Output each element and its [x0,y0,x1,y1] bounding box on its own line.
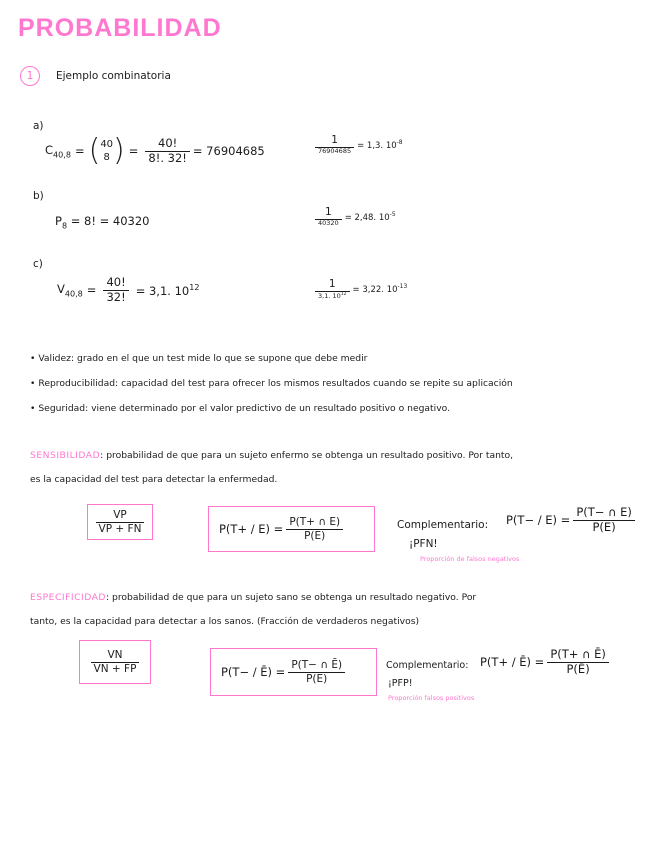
example-a-inverse-fraction: $\frac{1}{76904685}$ [315,134,354,155]
example-a-inverse [312,134,403,155]
example-a-lhs: $C_{40,8}$ [45,142,71,160]
example-c-inverse-fraction: $\frac{1}{3,1. 10^{12}}$ [315,278,350,301]
example-a-inverse-result: = 1,3. $10^{-8}$ [357,138,403,151]
sensibilidad-term: SENSIBILIDAD [30,450,101,461]
example-c-label: c) [33,258,43,270]
sensibilidad-complement-sub: ¡PFN! [409,538,438,550]
especificidad-definition-line1: ESPECIFICIDAD: probabilidad de que para un sujeto sano se obtenga un resultado negativo. Por [30,592,477,603]
especificidad-prob-box [210,648,377,696]
especificidad-complement-fraction: $\frac{P(T+ \cap Ē)}{P(Ē)}$ [547,648,609,677]
bullet-seguridad: • Seguridad: viene determinado por el valor predictivo de un resultado positivo o negativo. [30,403,451,414]
example-a-label: a) [33,120,44,132]
bullet-reproducibilidad: • Reproducibilidad: capacidad del test para ofrecer los mismos resultados cuando se repite su aplicación [30,378,513,389]
example-b-formula: $P_8 = 8$! = 40320 [55,214,150,231]
sensibilidad-prob-lhs: P(T+ / E) = [219,522,284,536]
sensibilidad-definition-line2: es la capacidad del test para detectar la enfermedad. [30,474,278,485]
example-c-result: = 3,1. $10^{12}$ [135,282,200,298]
example-b-label: b) [33,190,44,202]
example-b-inverse-fraction: $\frac{1}{40320}$ [315,206,342,227]
especificidad-prob-fraction: $\frac{P(T- \cap Ē)}{P(Ē)}$ [288,659,345,685]
especificidad-note: Proporción falsos positivos [388,694,475,702]
especificidad-complement-label: Complementario: [386,660,469,671]
example-a-result: = 76904685 [192,144,265,158]
example-c-lhs: $V_{40,8}$ [57,282,83,299]
example-a-eq2: = [128,144,139,158]
example-a-fraction: $\frac{40!}{8!. 32!}$ [145,137,189,166]
example-c-fraction: $\frac{40!}{32!}$ [103,276,128,305]
especificidad-definition-line2: tanto, es la capacidad para detectar a los sanos. (Fracción de verdaderos negativos) [30,616,420,627]
sensibilidad-complement-formula: P(T− / E) = $\frac{P(T- \cap E)}{P(E)}$ [506,506,638,535]
sensibilidad-note: Proporción de falsos negativos [420,555,520,563]
especificidad-formula-box [79,640,151,684]
binom-close-paren: ) [113,133,125,168]
example-c-inverse [312,278,407,301]
section-label: Ejemplo combinatoria [56,70,171,82]
sensibilidad-formula: $\frac{VP}{VP + FN}$ [96,509,145,535]
page-title: PROBABILIDAD [18,14,222,42]
section-number-badge: 1 [20,66,40,86]
especificidad-complement-formula: P(T+ / Ē) = $\frac{P(T+ \cap Ē)}{P(Ē)}$ [480,648,612,677]
sensibilidad-complement-fraction: $\frac{P(T- \cap E)}{P(E)}$ [573,506,635,535]
example-c-eq1: = [86,283,97,298]
sensibilidad-prob-box [208,506,375,552]
example-a-binom: 40 8 [100,139,114,163]
sensibilidad-complement-label: Complementario: [397,519,489,531]
sensibilidad-definition-line1: SENSIBILIDAD: probabilidad de que para un sujeto enfermo se obtenga un resultado positivo. Por tanto, [30,450,514,461]
example-b-inverse [312,206,396,227]
example-c-inverse-result: = 3,22. $10^{-13}$ [352,283,408,296]
especificidad-formula: $\frac{VN}{VN + FP}$ [91,649,140,675]
especificidad-prob-lhs: P(T− / Ē) = [221,665,286,679]
example-a-eq1: = [74,144,85,158]
especificidad-complement-sub: ¡PFP! [388,678,413,689]
sensibilidad-prob-fraction: $\frac{P(T+ \cap E)}{P(E)}$ [286,516,343,542]
sensibilidad-formula-box [87,504,153,540]
example-c-formula [57,276,199,305]
example-b-inverse-result: = 2,48. $10^{-5}$ [344,210,396,223]
bullet-validez: • Validez: grado en el que un test mide lo que se supone que debe medir [30,353,368,364]
binom-open-paren: ( [88,133,101,168]
example-a-formula [45,133,265,168]
especificidad-term: ESPECIFICIDAD [30,592,106,603]
